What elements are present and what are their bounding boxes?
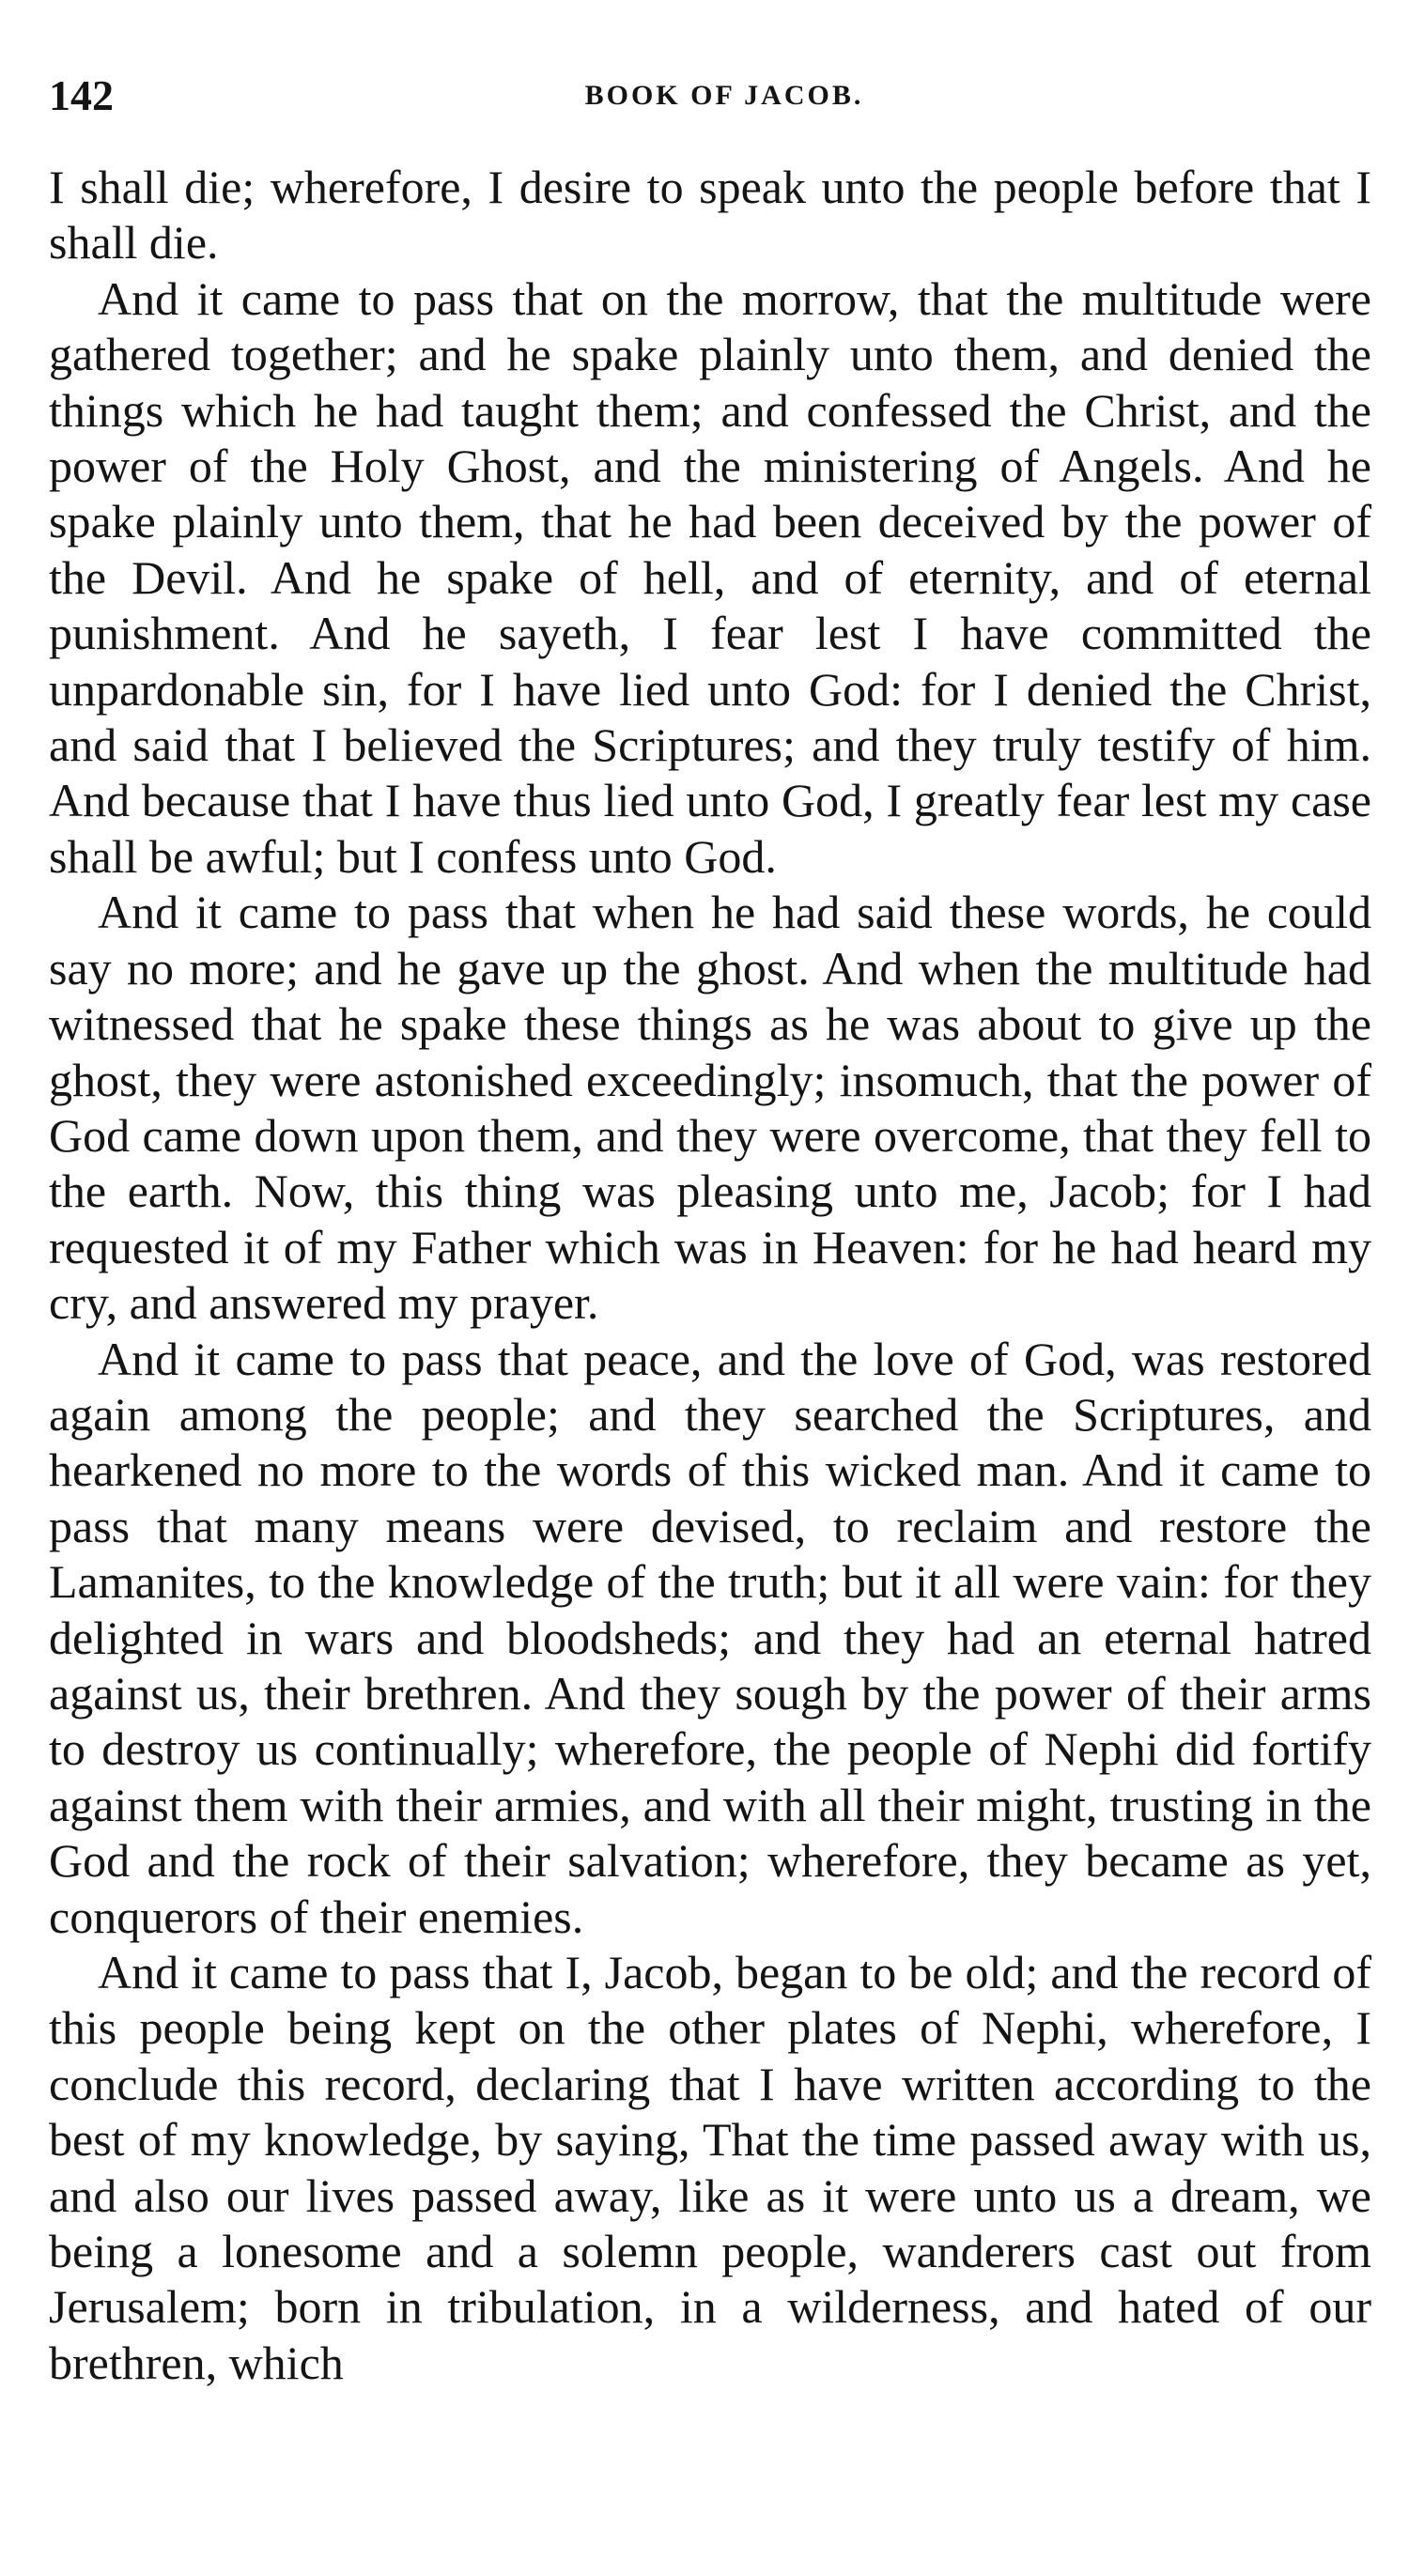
page-header <box>49 68 1371 124</box>
body-text <box>49 160 1371 2391</box>
paragraph: And it came to pass that peace, and the love of God, was restored again among the people; and they searched the Scriptures, and hearkened no more to the words of this wicked man. And it came to pass that many means were devised, to reclaim and restore the Lamanites, to the knowledge of the truth; but it all were vain: for they delighted in wars and bloodsheds; and they had an eternal hatred against us, their brethren. And they sough by the power of their arms to destroy us continually; wherefore, the people of Nephi did fortify against them with their armies, and with all their might, trusting in the God and the rock of their salvation; wherefore, they became as yet, conquerors of their enemies. <box>49 1332 1371 1943</box>
page-number: 142 <box>49 71 114 119</box>
paragraph-continuation: I shall die; wherefore, I desire to speak unto the people before that I shall die. <box>49 161 1371 270</box>
paragraph: And it came to pass that on the morrow, that the multitude were gathered together; and he spake plainly unto them, and denied the things which he had taught them; and confessed the Christ, and the power of the Holy Ghost, and the ministering of Angels. And he spake plainly unto them, that he had been deceived by the power of the Devil. And he spake of hell, and of eternity, and of eternal punishment. And he sayeth, I fear lest I have committed the unpardonable sin, for I have lied unto God: for I denied the Christ, and said that I believed the Scriptures; and they truly testify of him. And because that I have thus lied unto God, I greatly fear lest my case shall be awful; but I confess unto God. <box>49 271 1371 883</box>
paragraph: And it came to pass that when he had said these words, he could say no more; and he gave up the ghost. And when the multitude had witnessed that he spake these things as he was about to give up the ghost, they were astonished exceedingly; insomuch, that the power of God came down upon them, and they were overcome, that they fell to the earth. Now, this thing was pleasing unto me, Jacob; for I had requested it of my Father which was in Heaven: for he had heard my cry, and answered my prayer. <box>49 886 1371 1330</box>
running-head: BOOK OF JACOB. <box>584 80 864 111</box>
paragraph: And it came to pass that I, Jacob, began to be old; and the record of this people being kept on the other plates of Nephi, wherefore, I conclude this record, declaring that I have written according to the best of my knowledge, by saying, That the time passed away with us, and also our lives passed away, like as it were unto us a dream, we being a lonesome and a solemn people, wanderers cast out from Jerusalem; born in tribulation, in a wilderness, and hated of our brethren, which <box>49 1946 1371 2389</box>
